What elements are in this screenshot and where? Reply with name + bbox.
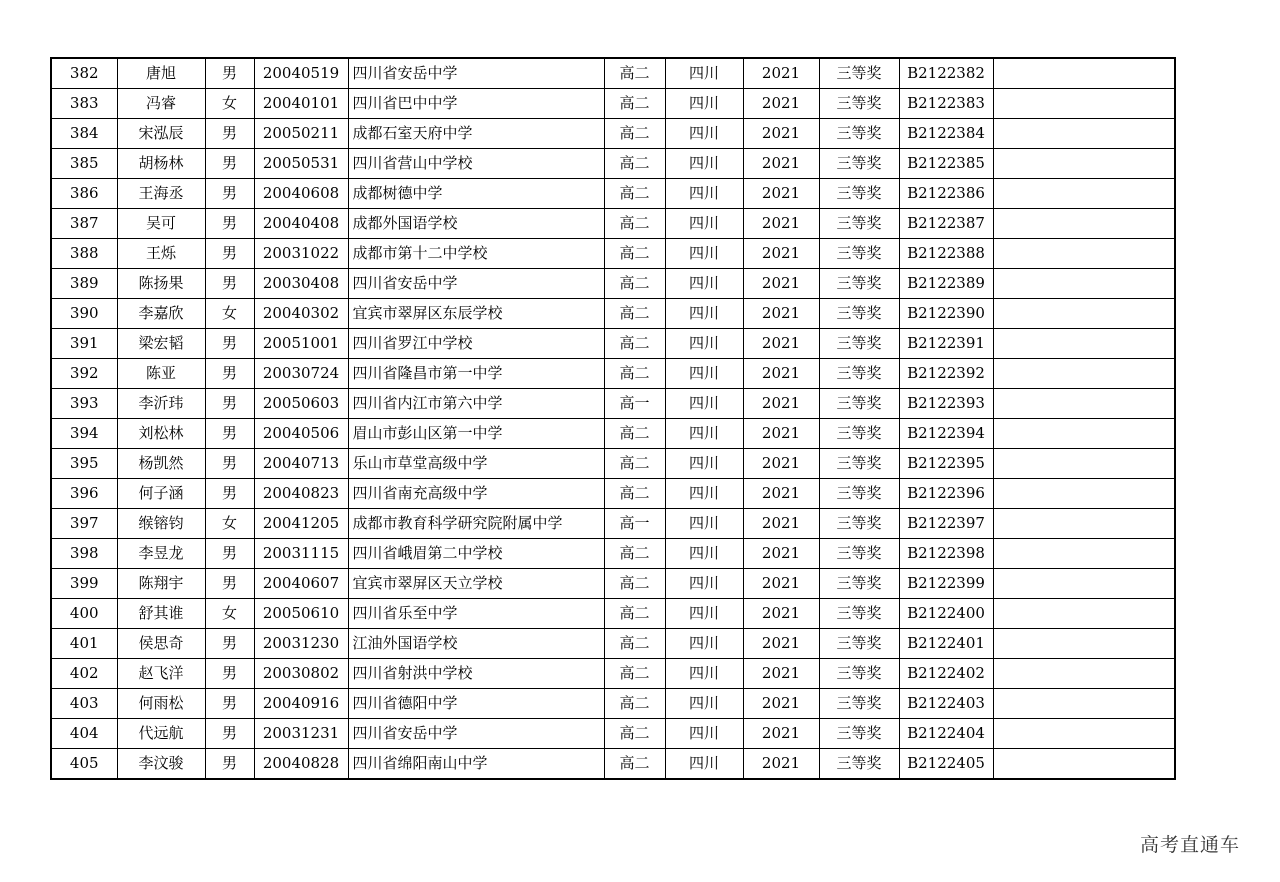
certificate-number-cell: B2122387 <box>899 209 993 239</box>
name-cell: 王烁 <box>117 239 205 269</box>
year-cell: 2021 <box>743 569 819 599</box>
grade-cell: 高二 <box>604 239 665 269</box>
name-cell: 何子涵 <box>117 479 205 509</box>
note-cell <box>993 479 1175 509</box>
year-cell: 2021 <box>743 599 819 629</box>
table-row <box>51 749 1175 780</box>
gender-cell: 男 <box>205 389 254 419</box>
award-level-cell: 三等奖 <box>819 359 899 389</box>
school-cell: 四川省巴中中学 <box>348 89 604 119</box>
note-cell <box>993 149 1175 179</box>
year-cell: 2021 <box>743 119 819 149</box>
name-cell: 吴可 <box>117 209 205 239</box>
gender-cell: 女 <box>205 299 254 329</box>
birthdate-cell: 20040713 <box>254 449 348 479</box>
table-row <box>51 359 1175 389</box>
award-level-cell: 三等奖 <box>819 149 899 179</box>
watermark-text: 高考直通车 <box>1140 834 1241 856</box>
table-row <box>51 569 1175 599</box>
grade-cell: 高二 <box>604 119 665 149</box>
serial-number-cell: 400 <box>51 599 117 629</box>
school-cell: 成都市第十二中学校 <box>348 239 604 269</box>
grade-cell: 高二 <box>604 449 665 479</box>
province-cell: 四川 <box>665 149 743 179</box>
certificate-number-cell: B2122390 <box>899 299 993 329</box>
grade-cell: 高一 <box>604 389 665 419</box>
grade-cell: 高二 <box>604 89 665 119</box>
award-level-cell: 三等奖 <box>819 179 899 209</box>
birthdate-cell: 20050531 <box>254 149 348 179</box>
name-cell: 代远航 <box>117 719 205 749</box>
school-cell: 四川省南充高级中学 <box>348 479 604 509</box>
year-cell: 2021 <box>743 58 819 89</box>
grade-cell: 高二 <box>604 209 665 239</box>
birthdate-cell: 20030802 <box>254 659 348 689</box>
name-cell: 刘松林 <box>117 419 205 449</box>
school-cell: 四川省峨眉第二中学校 <box>348 539 604 569</box>
table-row <box>51 239 1175 269</box>
serial-number-cell: 402 <box>51 659 117 689</box>
year-cell: 2021 <box>743 239 819 269</box>
note-cell <box>993 329 1175 359</box>
province-cell: 四川 <box>665 179 743 209</box>
province-cell: 四川 <box>665 359 743 389</box>
province-cell: 四川 <box>665 209 743 239</box>
award-level-cell: 三等奖 <box>819 659 899 689</box>
school-cell: 宜宾市翠屏区东辰学校 <box>348 299 604 329</box>
gender-cell: 男 <box>205 209 254 239</box>
note-cell <box>993 689 1175 719</box>
table-row <box>51 479 1175 509</box>
birthdate-cell: 20040519 <box>254 58 348 89</box>
birthdate-cell: 20031230 <box>254 629 348 659</box>
province-cell: 四川 <box>665 419 743 449</box>
grade-cell: 高二 <box>604 179 665 209</box>
province-cell: 四川 <box>665 389 743 419</box>
name-cell: 缑镕钧 <box>117 509 205 539</box>
certificate-number-cell: B2122401 <box>899 629 993 659</box>
school-cell: 四川省乐至中学 <box>348 599 604 629</box>
school-cell: 成都石室天府中学 <box>348 119 604 149</box>
note-cell <box>993 539 1175 569</box>
name-cell: 赵飞洋 <box>117 659 205 689</box>
name-cell: 王海丞 <box>117 179 205 209</box>
serial-number-cell: 405 <box>51 749 117 780</box>
school-cell: 四川省安岳中学 <box>348 269 604 299</box>
certificate-number-cell: B2122396 <box>899 479 993 509</box>
serial-number-cell: 384 <box>51 119 117 149</box>
birthdate-cell: 20040506 <box>254 419 348 449</box>
award-level-cell: 三等奖 <box>819 269 899 299</box>
serial-number-cell: 390 <box>51 299 117 329</box>
year-cell: 2021 <box>743 749 819 780</box>
note-cell <box>993 629 1175 659</box>
province-cell: 四川 <box>665 479 743 509</box>
school-cell: 四川省内江市第六中学 <box>348 389 604 419</box>
serial-number-cell: 392 <box>51 359 117 389</box>
name-cell: 陈扬果 <box>117 269 205 299</box>
table-row <box>51 179 1175 209</box>
province-cell: 四川 <box>665 119 743 149</box>
province-cell: 四川 <box>665 239 743 269</box>
grade-cell: 高二 <box>604 569 665 599</box>
school-cell: 眉山市彭山区第一中学 <box>348 419 604 449</box>
birthdate-cell: 20031022 <box>254 239 348 269</box>
province-cell: 四川 <box>665 58 743 89</box>
note-cell <box>993 89 1175 119</box>
year-cell: 2021 <box>743 689 819 719</box>
name-cell: 侯思奇 <box>117 629 205 659</box>
grade-cell: 高二 <box>604 479 665 509</box>
serial-number-cell: 394 <box>51 419 117 449</box>
year-cell: 2021 <box>743 629 819 659</box>
birthdate-cell: 20040302 <box>254 299 348 329</box>
gender-cell: 男 <box>205 119 254 149</box>
grade-cell: 高二 <box>604 629 665 659</box>
award-level-cell: 三等奖 <box>819 599 899 629</box>
grade-cell: 高二 <box>604 599 665 629</box>
name-cell: 冯睿 <box>117 89 205 119</box>
award-level-cell: 三等奖 <box>819 509 899 539</box>
gender-cell: 女 <box>205 599 254 629</box>
serial-number-cell: 399 <box>51 569 117 599</box>
gender-cell: 男 <box>205 749 254 780</box>
table-row <box>51 149 1175 179</box>
award-level-cell: 三等奖 <box>819 629 899 659</box>
name-cell: 胡杨林 <box>117 149 205 179</box>
note-cell <box>993 269 1175 299</box>
year-cell: 2021 <box>743 329 819 359</box>
province-cell: 四川 <box>665 749 743 780</box>
serial-number-cell: 387 <box>51 209 117 239</box>
birthdate-cell: 20041205 <box>254 509 348 539</box>
award-level-cell: 三等奖 <box>819 329 899 359</box>
certificate-number-cell: B2122393 <box>899 389 993 419</box>
grade-cell: 高二 <box>604 299 665 329</box>
name-cell: 陈亚 <box>117 359 205 389</box>
gender-cell: 男 <box>205 689 254 719</box>
award-level-cell: 三等奖 <box>819 299 899 329</box>
award-level-cell: 三等奖 <box>819 449 899 479</box>
table-row <box>51 269 1175 299</box>
table-row <box>51 389 1175 419</box>
award-list-table <box>50 57 1176 780</box>
grade-cell: 高二 <box>604 539 665 569</box>
award-level-cell: 三等奖 <box>819 689 899 719</box>
table-row <box>51 539 1175 569</box>
name-cell: 宋泓辰 <box>117 119 205 149</box>
certificate-number-cell: B2122398 <box>899 539 993 569</box>
year-cell: 2021 <box>743 659 819 689</box>
award-level-cell: 三等奖 <box>819 89 899 119</box>
province-cell: 四川 <box>665 599 743 629</box>
note-cell <box>993 359 1175 389</box>
name-cell: 李嘉欣 <box>117 299 205 329</box>
table-row <box>51 449 1175 479</box>
birthdate-cell: 20040608 <box>254 179 348 209</box>
note-cell <box>993 209 1175 239</box>
note-cell <box>993 419 1175 449</box>
school-cell: 四川省德阳中学 <box>348 689 604 719</box>
gender-cell: 男 <box>205 239 254 269</box>
school-cell: 乐山市草堂高级中学 <box>348 449 604 479</box>
certificate-number-cell: B2122404 <box>899 719 993 749</box>
gender-cell: 男 <box>205 539 254 569</box>
gender-cell: 男 <box>205 569 254 599</box>
province-cell: 四川 <box>665 299 743 329</box>
birthdate-cell: 20040101 <box>254 89 348 119</box>
province-cell: 四川 <box>665 629 743 659</box>
name-cell: 杨凯然 <box>117 449 205 479</box>
birthdate-cell: 20040828 <box>254 749 348 780</box>
school-cell: 成都树德中学 <box>348 179 604 209</box>
gender-cell: 女 <box>205 509 254 539</box>
gender-cell: 女 <box>205 89 254 119</box>
gender-cell: 男 <box>205 269 254 299</box>
school-cell: 成都外国语学校 <box>348 209 604 239</box>
name-cell: 李沂玮 <box>117 389 205 419</box>
school-cell: 四川省营山中学校 <box>348 149 604 179</box>
grade-cell: 高二 <box>604 659 665 689</box>
certificate-number-cell: B2122399 <box>899 569 993 599</box>
table-row <box>51 329 1175 359</box>
note-cell <box>993 659 1175 689</box>
serial-number-cell: 383 <box>51 89 117 119</box>
name-cell: 李汶骏 <box>117 749 205 780</box>
certificate-number-cell: B2122388 <box>899 239 993 269</box>
certificate-number-cell: B2122385 <box>899 149 993 179</box>
certificate-number-cell: B2122384 <box>899 119 993 149</box>
birthdate-cell: 20050603 <box>254 389 348 419</box>
gender-cell: 男 <box>205 149 254 179</box>
year-cell: 2021 <box>743 389 819 419</box>
gender-cell: 男 <box>205 179 254 209</box>
note-cell <box>993 509 1175 539</box>
note-cell <box>993 599 1175 629</box>
serial-number-cell: 393 <box>51 389 117 419</box>
table-row <box>51 119 1175 149</box>
school-cell: 四川省罗江中学校 <box>348 329 604 359</box>
serial-number-cell: 396 <box>51 479 117 509</box>
gender-cell: 男 <box>205 58 254 89</box>
certificate-number-cell: B2122382 <box>899 58 993 89</box>
note-cell <box>993 119 1175 149</box>
year-cell: 2021 <box>743 89 819 119</box>
award-level-cell: 三等奖 <box>819 569 899 599</box>
certificate-number-cell: B2122383 <box>899 89 993 119</box>
birthdate-cell: 20030724 <box>254 359 348 389</box>
birthdate-cell: 20051001 <box>254 329 348 359</box>
note-cell <box>993 179 1175 209</box>
serial-number-cell: 403 <box>51 689 117 719</box>
name-cell: 何雨松 <box>117 689 205 719</box>
certificate-number-cell: B2122405 <box>899 749 993 780</box>
year-cell: 2021 <box>743 539 819 569</box>
name-cell: 陈翔宇 <box>117 569 205 599</box>
gender-cell: 男 <box>205 449 254 479</box>
table-row <box>51 209 1175 239</box>
note-cell <box>993 569 1175 599</box>
year-cell: 2021 <box>743 299 819 329</box>
year-cell: 2021 <box>743 719 819 749</box>
school-cell: 四川省隆昌市第一中学 <box>348 359 604 389</box>
gender-cell: 男 <box>205 659 254 689</box>
birthdate-cell: 20031115 <box>254 539 348 569</box>
school-cell: 成都市教育科学研究院附属中学 <box>348 509 604 539</box>
gender-cell: 男 <box>205 329 254 359</box>
serial-number-cell: 397 <box>51 509 117 539</box>
table-body <box>51 58 1175 779</box>
certificate-number-cell: B2122397 <box>899 509 993 539</box>
table-row <box>51 89 1175 119</box>
serial-number-cell: 388 <box>51 239 117 269</box>
province-cell: 四川 <box>665 689 743 719</box>
birthdate-cell: 20040916 <box>254 689 348 719</box>
table-row <box>51 659 1175 689</box>
table-row <box>51 719 1175 749</box>
year-cell: 2021 <box>743 179 819 209</box>
certificate-number-cell: B2122403 <box>899 689 993 719</box>
year-cell: 2021 <box>743 449 819 479</box>
birthdate-cell: 20040607 <box>254 569 348 599</box>
table-row <box>51 629 1175 659</box>
table-row <box>51 509 1175 539</box>
grade-cell: 高二 <box>604 749 665 780</box>
note-cell <box>993 299 1175 329</box>
year-cell: 2021 <box>743 479 819 509</box>
province-cell: 四川 <box>665 719 743 749</box>
grade-cell: 高一 <box>604 509 665 539</box>
birthdate-cell: 20050610 <box>254 599 348 629</box>
note-cell <box>993 749 1175 780</box>
certificate-number-cell: B2122386 <box>899 179 993 209</box>
serial-number-cell: 385 <box>51 149 117 179</box>
table-row <box>51 599 1175 629</box>
award-level-cell: 三等奖 <box>819 719 899 749</box>
award-level-cell: 三等奖 <box>819 749 899 780</box>
gender-cell: 男 <box>205 629 254 659</box>
certificate-number-cell: B2122400 <box>899 599 993 629</box>
school-cell: 四川省安岳中学 <box>348 58 604 89</box>
serial-number-cell: 382 <box>51 58 117 89</box>
province-cell: 四川 <box>665 509 743 539</box>
province-cell: 四川 <box>665 449 743 479</box>
certificate-number-cell: B2122395 <box>899 449 993 479</box>
birthdate-cell: 20050211 <box>254 119 348 149</box>
gender-cell: 男 <box>205 479 254 509</box>
birthdate-cell: 20040408 <box>254 209 348 239</box>
school-cell: 四川省射洪中学校 <box>348 659 604 689</box>
serial-number-cell: 401 <box>51 629 117 659</box>
award-level-cell: 三等奖 <box>819 539 899 569</box>
note-cell <box>993 449 1175 479</box>
province-cell: 四川 <box>665 329 743 359</box>
note-cell <box>993 58 1175 89</box>
year-cell: 2021 <box>743 509 819 539</box>
award-level-cell: 三等奖 <box>819 419 899 449</box>
province-cell: 四川 <box>665 89 743 119</box>
certificate-number-cell: B2122389 <box>899 269 993 299</box>
name-cell: 唐旭 <box>117 58 205 89</box>
note-cell <box>993 239 1175 269</box>
grade-cell: 高二 <box>604 149 665 179</box>
school-cell: 江油外国语学校 <box>348 629 604 659</box>
table-row <box>51 58 1175 89</box>
grade-cell: 高二 <box>604 689 665 719</box>
name-cell: 梁宏韬 <box>117 329 205 359</box>
birthdate-cell: 20031231 <box>254 719 348 749</box>
school-cell: 四川省安岳中学 <box>348 719 604 749</box>
gender-cell: 男 <box>205 359 254 389</box>
certificate-number-cell: B2122402 <box>899 659 993 689</box>
school-cell: 四川省绵阳南山中学 <box>348 749 604 780</box>
school-cell: 宜宾市翠屏区天立学校 <box>348 569 604 599</box>
table-row <box>51 299 1175 329</box>
award-level-cell: 三等奖 <box>819 389 899 419</box>
province-cell: 四川 <box>665 539 743 569</box>
birthdate-cell: 20040823 <box>254 479 348 509</box>
province-cell: 四川 <box>665 569 743 599</box>
year-cell: 2021 <box>743 149 819 179</box>
serial-number-cell: 404 <box>51 719 117 749</box>
table-row <box>51 689 1175 719</box>
certificate-number-cell: B2122392 <box>899 359 993 389</box>
birthdate-cell: 20030408 <box>254 269 348 299</box>
serial-number-cell: 395 <box>51 449 117 479</box>
award-level-cell: 三等奖 <box>819 479 899 509</box>
serial-number-cell: 389 <box>51 269 117 299</box>
province-cell: 四川 <box>665 659 743 689</box>
name-cell: 舒其谁 <box>117 599 205 629</box>
award-level-cell: 三等奖 <box>819 58 899 89</box>
note-cell <box>993 389 1175 419</box>
grade-cell: 高二 <box>604 419 665 449</box>
gender-cell: 男 <box>205 419 254 449</box>
serial-number-cell: 386 <box>51 179 117 209</box>
award-level-cell: 三等奖 <box>819 209 899 239</box>
table-row <box>51 419 1175 449</box>
award-level-cell: 三等奖 <box>819 239 899 269</box>
grade-cell: 高二 <box>604 329 665 359</box>
year-cell: 2021 <box>743 269 819 299</box>
year-cell: 2021 <box>743 359 819 389</box>
note-cell <box>993 719 1175 749</box>
grade-cell: 高二 <box>604 719 665 749</box>
certificate-number-cell: B2122391 <box>899 329 993 359</box>
year-cell: 2021 <box>743 209 819 239</box>
serial-number-cell: 398 <box>51 539 117 569</box>
grade-cell: 高二 <box>604 269 665 299</box>
grade-cell: 高二 <box>604 359 665 389</box>
province-cell: 四川 <box>665 269 743 299</box>
gender-cell: 男 <box>205 719 254 749</box>
award-level-cell: 三等奖 <box>819 119 899 149</box>
year-cell: 2021 <box>743 419 819 449</box>
grade-cell: 高二 <box>604 58 665 89</box>
name-cell: 李昱龙 <box>117 539 205 569</box>
serial-number-cell: 391 <box>51 329 117 359</box>
certificate-number-cell: B2122394 <box>899 419 993 449</box>
